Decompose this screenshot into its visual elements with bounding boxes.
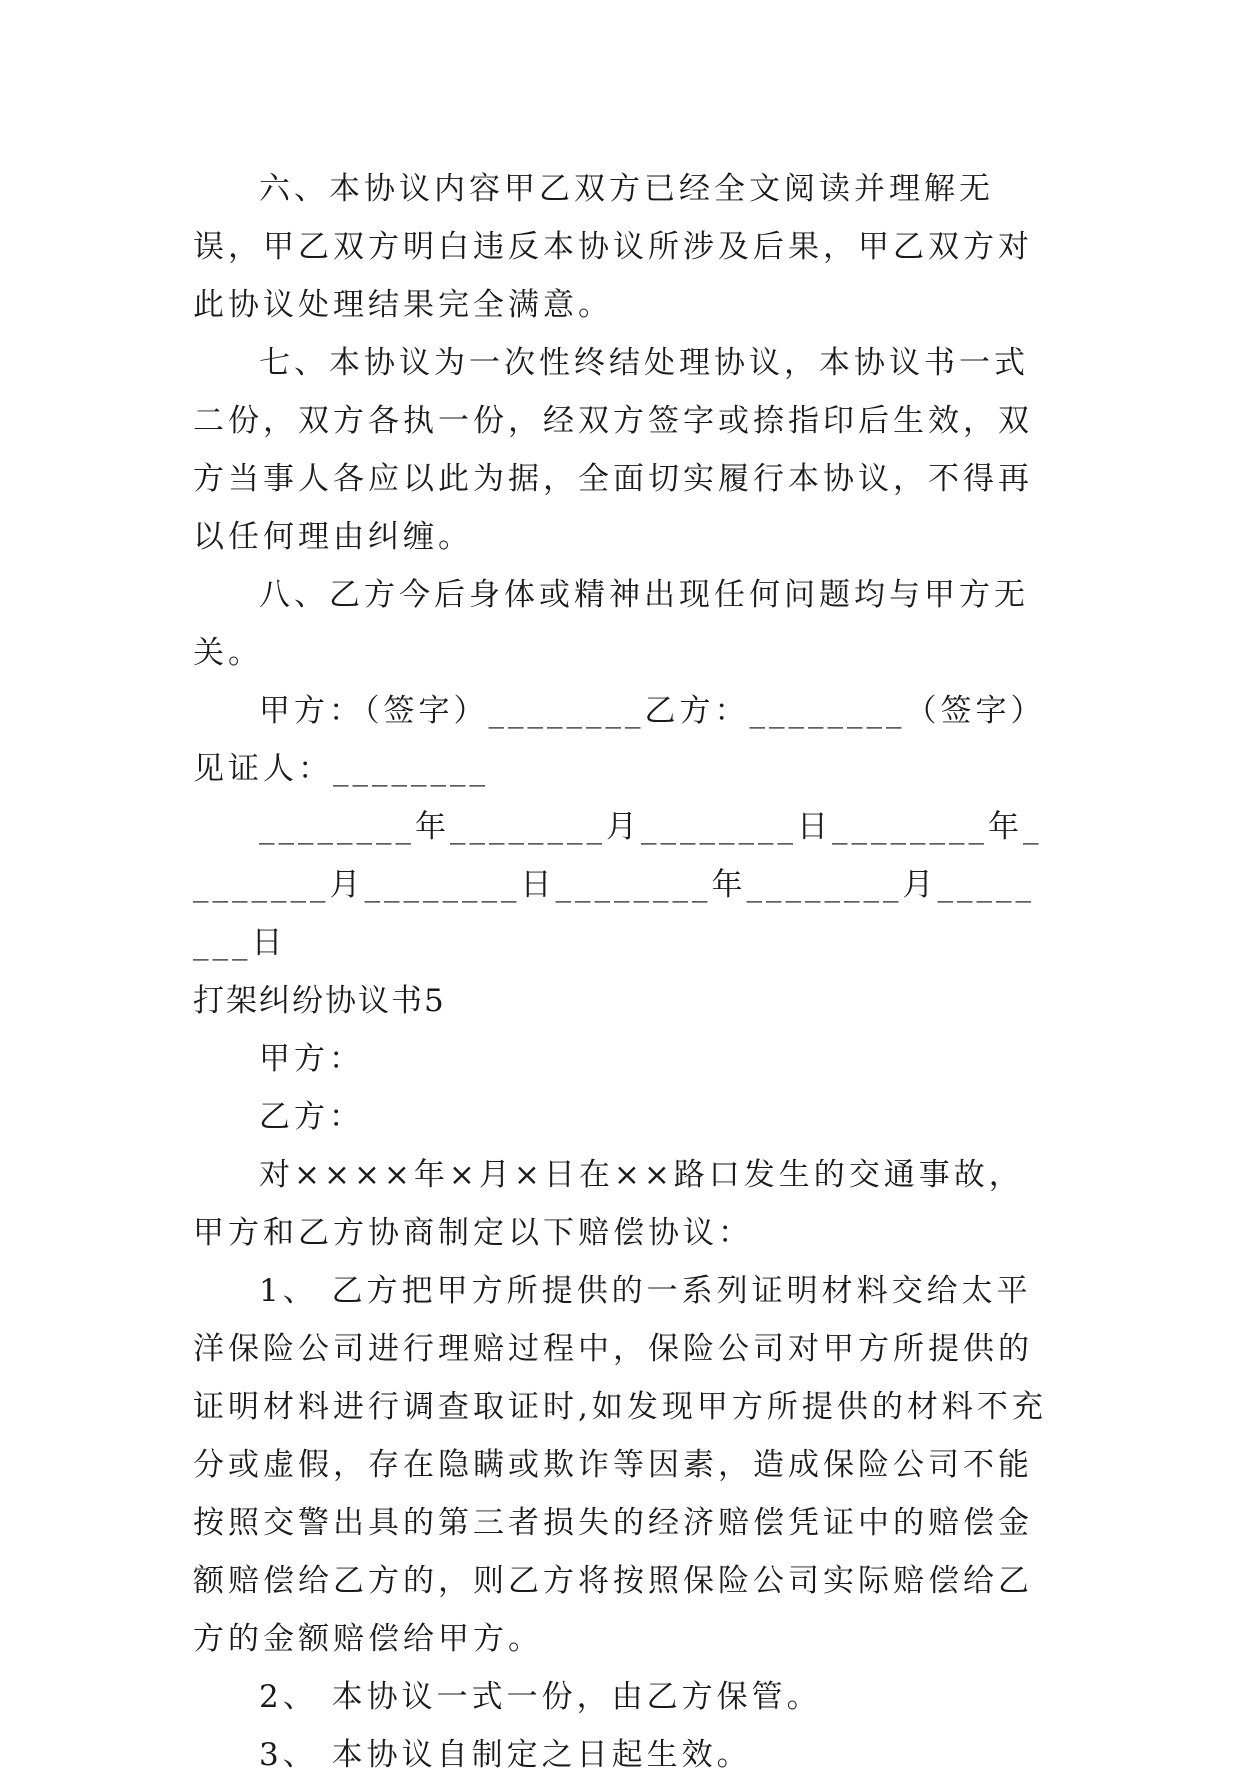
signature-line: 甲方：（签字）________乙方：________（签字）见证人：________ [193,693,1046,787]
clause-seven: 七、本协议为一次性终结处理协议，本协议书一式二份，双方各执一份，经双方签字或捺指印后生效，双方当事人各应以此为据，全面切实履行本协议，不得再以任何理由纠缠。 [193,345,1033,555]
party-b-label: 乙方： [259,1099,364,1135]
intro-paragraph: 对××××年×月×日在××路口发生的交通事故，甲方和乙方协商制定以下赔偿协议： [193,1157,1024,1251]
date-line: ________年________月________日________年________月________日________年________月________日 [193,809,1043,961]
clause-six: 六、本协议内容甲乙双方已经全文阅读并理解无误，甲乙双方明白违反本协议所涉及后果，甲乙双方对此协议处理结果完全满意。 [193,171,1033,323]
party-a-label: 甲方： [259,1041,364,1077]
document-content [193,160,1053,1784]
section-title: 打架纠纷协议书5 [193,983,446,1019]
item-one: 1、 乙方把甲方所提供的一系列证明材料交给太平洋保险公司进行理赔过程中，保险公司对甲方所提供的证明材料进行调查取证时,如发现甲方所提供的材料不充分或虚假，存在隐瞒或欺诈等因素，造成保险公司不能按照交警出具的第三者损失的经济赔偿凭证中的赔偿金额赔偿给乙方的，则乙方将按照保险公司实际赔偿给乙方的金额赔偿给甲方。 [193,1273,1047,1657]
item-two: 2、 本协议一式一份，由乙方保管。 [259,1679,822,1715]
item-three: 3、 本协议自制定之日起生效。 [259,1737,752,1773]
clause-eight: 八、乙方今后身体或精神出现任何问题均与甲方无关。 [193,577,1029,671]
